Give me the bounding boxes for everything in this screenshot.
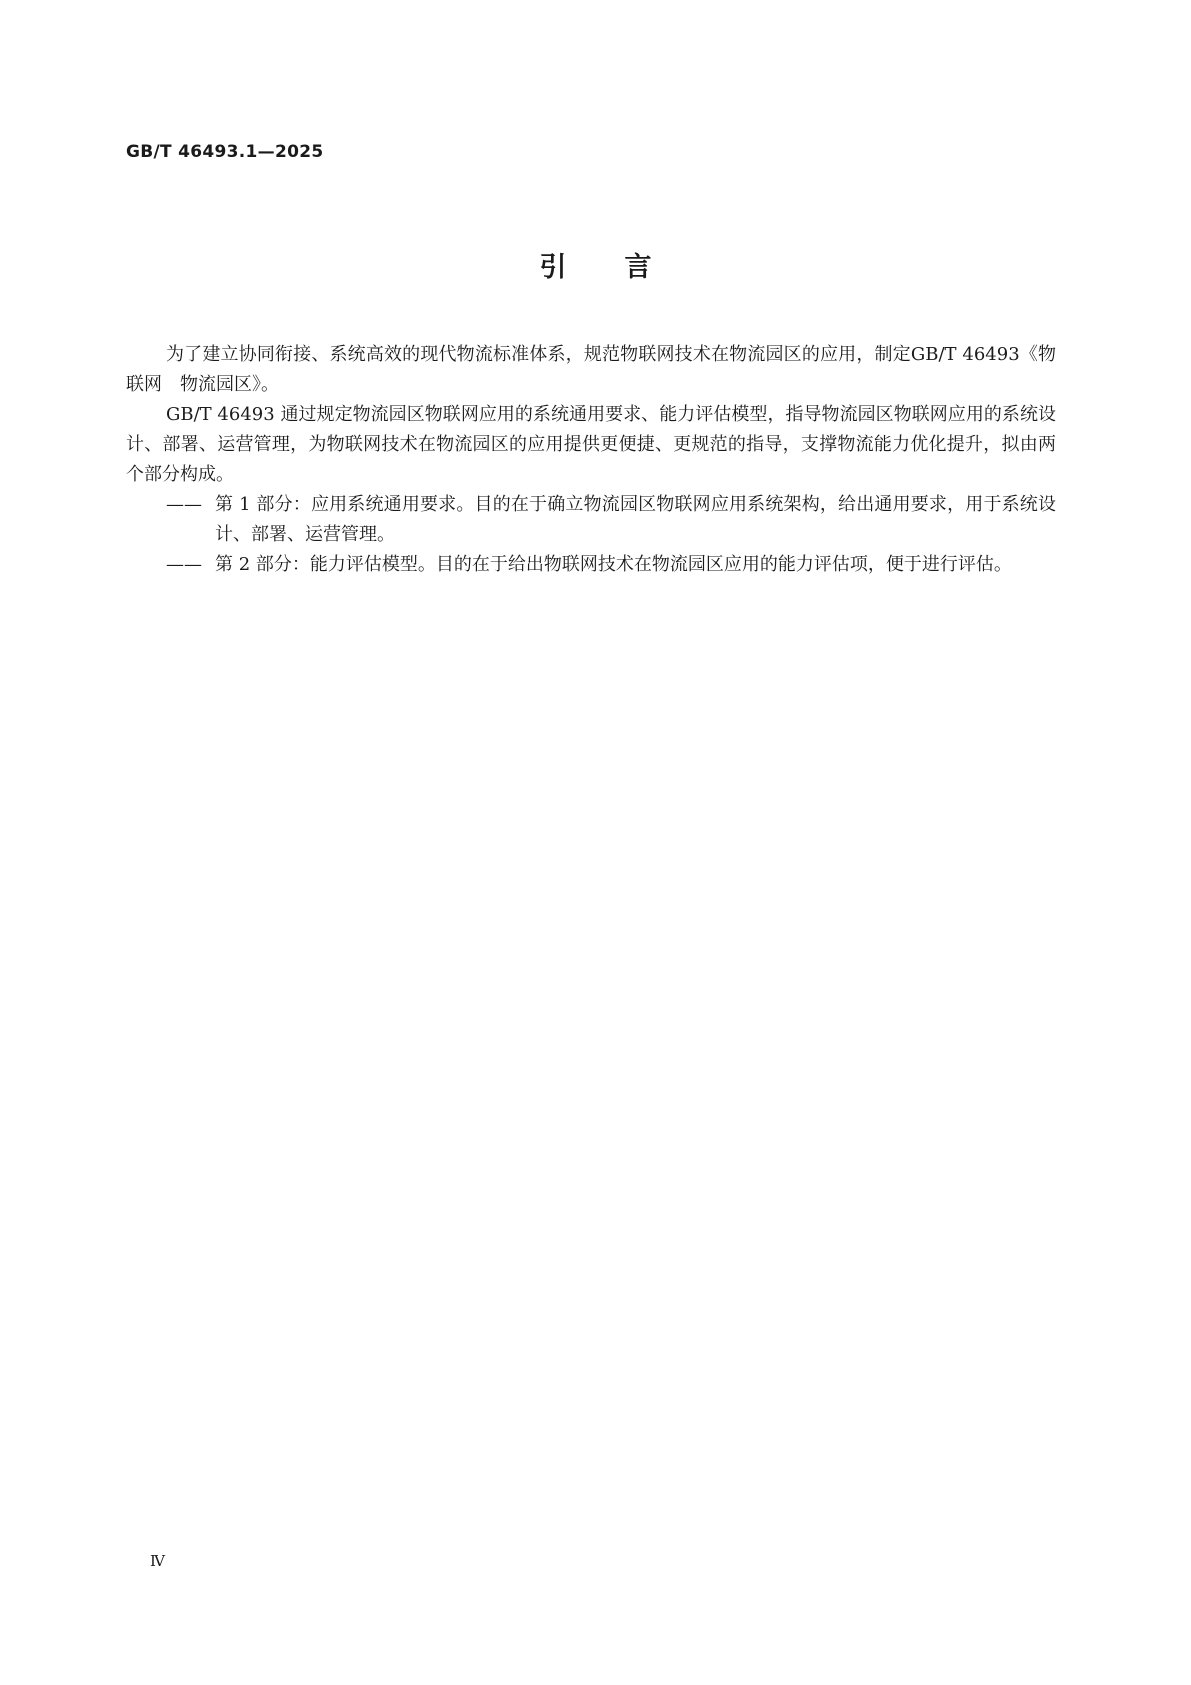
page-number: Ⅳ: [150, 1552, 165, 1570]
introduction-body: [126, 340, 1056, 580]
list-item-text: 第 1 部分：应用系统通用要求。目的在于确立物流园区物联网应用系统架构，给出通用要求，用于系统设计、部署、运营管理。: [215, 494, 1056, 545]
list-item-text: 第 2 部分：能力评估模型。目的在于给出物联网技术在物流园区应用的能力评估项，便于进行评估。: [215, 554, 1012, 575]
paragraph: 为了建立协同衔接、系统高效的现代物流标准体系，规范物联网技术在物流园区的应用，制定GB/T 46493《物联网 物流园区》。: [126, 344, 1056, 395]
list-dash: ——: [166, 554, 202, 575]
list-item: [126, 550, 1056, 580]
standard-code: GB/T 46493.1—2025: [126, 142, 324, 162]
page-title: 引言: [539, 252, 710, 283]
list-dash: ——: [166, 494, 202, 515]
list-item: [126, 490, 1056, 550]
paragraph: GB/T 46493 通过规定物流园区物联网应用的系统通用要求、能力评估模型，指导物流园区物联网应用的系统设计、部署、运营管理，为物联网技术在物流园区的应用提供更便捷、更规范的指导，支撑物流能力优化提升，拟由两个部分构成。: [126, 404, 1056, 485]
